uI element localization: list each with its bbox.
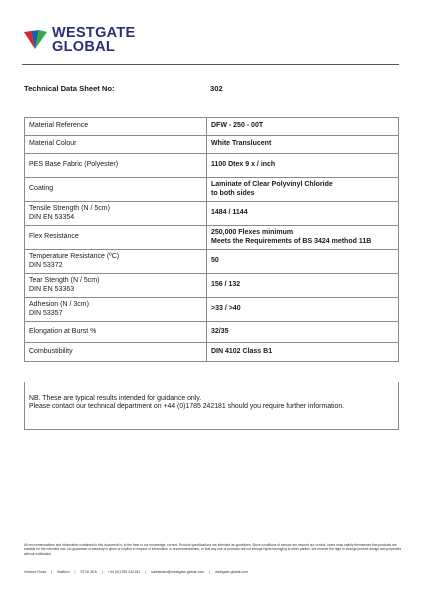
spec-key-line: PES Base Fabric (Polyester) <box>29 161 119 169</box>
spec-value <box>207 118 399 136</box>
spec-key <box>25 274 207 298</box>
note-line-2: Please contact our technical department on +44 (0)1785 242181 should you require further information. <box>29 403 345 411</box>
spec-value <box>207 136 399 154</box>
westgate-logo-icon <box>22 26 50 54</box>
spec-key <box>25 136 207 154</box>
footer-contact <box>24 570 404 574</box>
spec-value <box>207 178 399 202</box>
spec-key <box>25 298 207 322</box>
footer-item: salesteam@westgate-global.com <box>151 570 205 574</box>
spec-value <box>207 226 399 250</box>
footer-separator: | <box>50 570 52 574</box>
spec-row <box>25 250 399 274</box>
spec-key-line: Material Colour <box>29 140 77 148</box>
spec-value <box>207 274 399 298</box>
guidance-note <box>24 382 399 430</box>
footer-separator: | <box>209 570 211 574</box>
spec-key <box>25 343 207 362</box>
spec-value-line: 250,000 Flexes minimum <box>211 228 294 236</box>
spec-value-line: Laminate of Clear Polyvinyl Chloride <box>211 180 333 188</box>
spec-value-line: DIN 4102 Class B1 <box>211 347 273 355</box>
spec-key-line: DIN 53357 <box>29 309 63 317</box>
spec-row <box>25 298 399 322</box>
footer-item: westgate-global.com <box>215 570 249 574</box>
spec-key-line: Coating <box>29 185 54 193</box>
spec-key <box>25 178 207 202</box>
footer-item: +44 (0)1785 242181 <box>107 570 141 574</box>
spec-key-line: DIN EN 53363 <box>29 285 75 293</box>
spec-value-line: 32/35 <box>211 327 229 335</box>
footer-separator: | <box>74 570 76 574</box>
spec-value-line: 50 <box>211 257 219 265</box>
footer-item: Stafford <box>56 570 70 574</box>
spec-row <box>25 178 399 202</box>
footer-separator: | <box>101 570 103 574</box>
spec-key-line: Combustibility <box>29 347 73 355</box>
spec-value-line: DFW - 250 - 00T <box>211 122 264 130</box>
spec-value-line: Meets the Requirements of BS 3424 method 11B <box>211 237 372 245</box>
data-sheet-number: 302 <box>210 84 223 93</box>
spec-value <box>207 250 399 274</box>
spec-key <box>25 322 207 343</box>
spec-value <box>207 298 399 322</box>
spec-key <box>25 250 207 274</box>
spec-key-line: DIN 53372 <box>29 261 63 269</box>
spec-value <box>207 343 399 362</box>
spec-key-line: Material Reference <box>29 122 89 130</box>
footer-item: ST16 3EA <box>80 570 97 574</box>
note-line-1: NB. These are typical results intended for guidance only. <box>29 395 202 402</box>
spec-key <box>25 118 207 136</box>
spec-key-line: Tensile Strength (N / 5cm) <box>29 204 110 212</box>
spec-value <box>207 202 399 226</box>
spec-row <box>25 136 399 154</box>
spec-value-line: 1100 Dtex 9 x / inch <box>211 161 276 169</box>
logo-line-1: WESTGATE <box>52 25 136 41</box>
spec-row <box>25 118 399 136</box>
spec-key-line: Tear Stength (N / 5cm) <box>29 276 100 284</box>
footer-item: Venture Road <box>24 570 46 574</box>
spec-key <box>25 154 207 178</box>
spec-row <box>25 322 399 343</box>
spec-row <box>25 226 399 250</box>
spec-key-line: Adhesion (N / 3cm) <box>29 300 89 308</box>
spec-value-line: 1484 / 1144 <box>211 209 248 217</box>
company-logo <box>22 26 152 56</box>
spec-key-line: DIN EN 53354 <box>29 213 75 221</box>
spec-key-line: Elongation at Burst % <box>29 327 97 335</box>
disclaimer: All recommendations and information contained in this document is, to the best or our knowledge, correct. Product specifications are intended as guidelines. Since conditions of service are beyond our control, users must satisfy themselves that products are suitable for the intended use. No guarantee or warranty is given or implied in respect of information or recommendations, or that any use of products will not infringe rights belonging to other parties. We reserve the right to change product design and properties without notification. <box>24 543 402 556</box>
spec-value-line: White Translucent <box>211 140 272 148</box>
spec-value-line: to both sides <box>211 189 255 197</box>
logo-line-2: GLOBAL <box>52 38 116 55</box>
spec-key-line: Flex Resistance <box>29 233 79 241</box>
spec-value-line: >33 / >40 <box>211 305 241 313</box>
spec-value <box>207 154 399 178</box>
spec-key <box>25 226 207 250</box>
spec-row <box>25 154 399 178</box>
spec-key-line: Temperature Resistance (ºC) <box>29 252 120 260</box>
spec-value <box>207 322 399 343</box>
data-sheet-label: Technical Data Sheet No: <box>24 84 115 93</box>
spec-table <box>24 117 399 362</box>
footer-separator: | <box>145 570 147 574</box>
spec-row <box>25 202 399 226</box>
spec-row <box>25 343 399 362</box>
spec-value-line: 156 / 132 <box>211 281 241 289</box>
spec-row <box>25 274 399 298</box>
header-divider <box>22 64 399 65</box>
spec-key <box>25 202 207 226</box>
